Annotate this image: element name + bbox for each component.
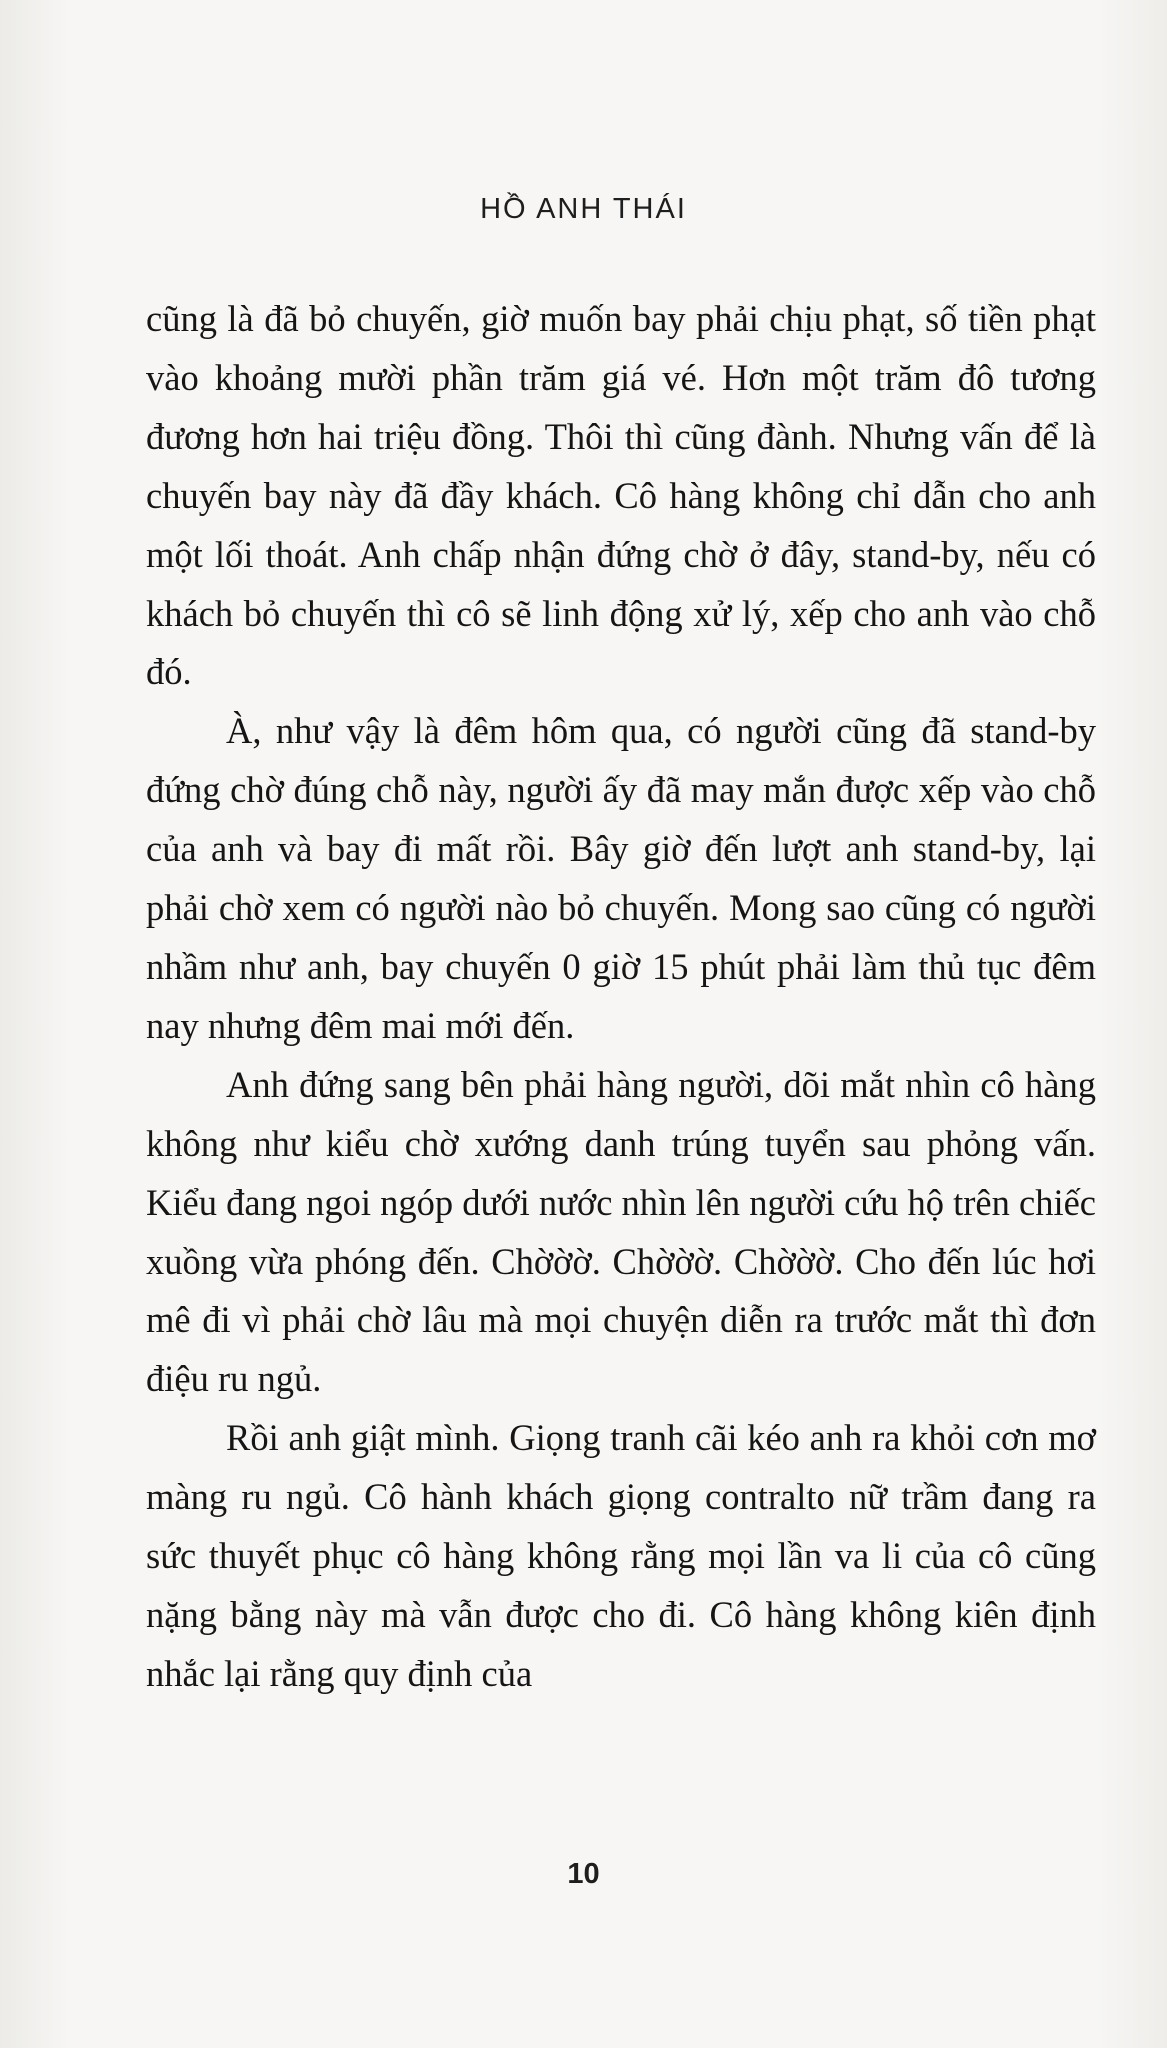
running-head-author: HỒ ANH THÁI [480,193,687,225]
page-number: 10 [567,1858,600,1890]
paragraph-4: Rồi anh giật mình. Giọng tranh cãi kéo anh ra khỏi cơn mơ màng ru ngủ. Cô hành khách giọng contralto nữ trầm đang ra sức thuyết phục cô hàng không rằng mọi lần va li của cô cũng nặng bằng này mà vẫn được cho đi. Cô hàng không kiên định nhắc lại rằng quy định của [146,1417,1096,1694]
paragraph-3: Anh đứng sang bên phải hàng người, dõi mắt nhìn cô hàng không như kiểu chờ xướng danh trúng tuyển sau phỏng vấn. Kiểu đang ngoi ngóp dưới nước nhìn lên người cứu hộ trên chiếc xuồng vừa phóng đến. Chờờờ. Chờờờ. Chờờờ. Cho đến lúc hơi mê đi vì phải chờ lâu mà mọi chuyện diễn ra trước mắt thì đơn điệu ru ngủ. [146,1063,1096,1400]
body-text [146,290,1096,1704]
paragraph-1: cũng là đã bỏ chuyến, giờ muốn bay phải chịu phạt, số tiền phạt vào khoảng mười phần trăm giá vé. Hơn một trăm đô tương đương hơn hai triệu đồng. Thôi thì cũng đành. Nhưng vấn để là chuyến bay này đã đầy khách. Cô hàng không chỉ dẫn cho anh một lối thoát. Anh chấp nhận đứng chờ ở đây, stand-by, nếu có khách bỏ chuyến thì cô sẽ linh động xử lý, xếp cho anh vào chỗ đó. [146,298,1096,693]
paragraph-2: À, như vậy là đêm hôm qua, có người cũng đã stand-by đứng chờ đúng chỗ này, người ấy đã may mắn được xếp vào chỗ của anh và bay đi mất rồi. Bây giờ đến lượt anh stand-by, lại phải chờ xem có người nào bỏ chuyến. Mong sao cũng có người nhầm như anh, bay chuyến 0 giờ 15 phút phải làm thủ tục đêm nay nhưng đêm mai mới đến. [146,710,1096,1046]
